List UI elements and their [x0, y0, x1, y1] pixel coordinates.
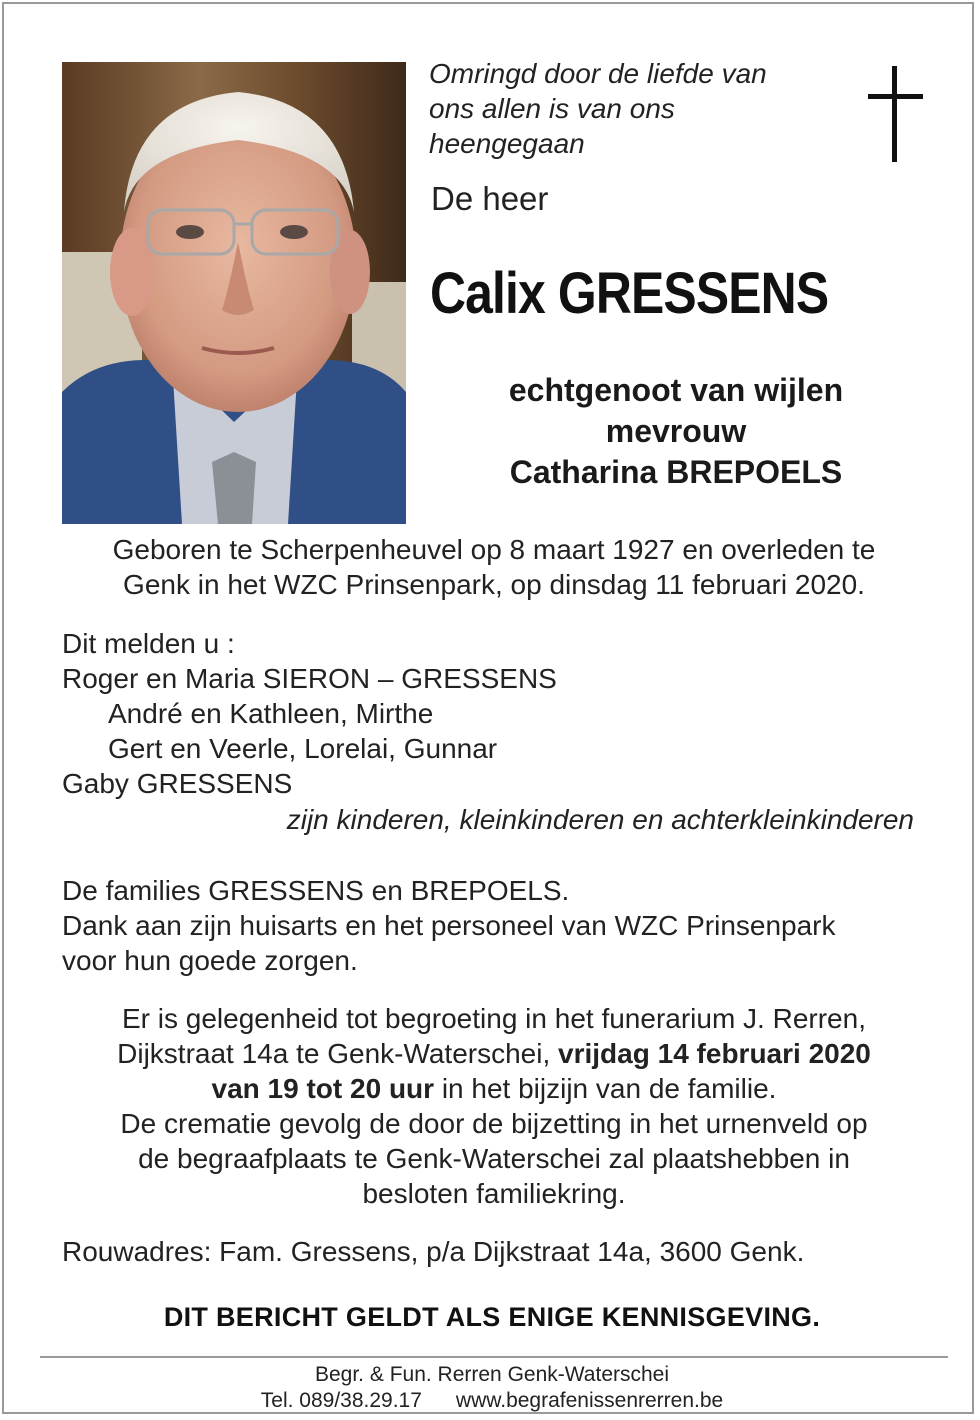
announcer-line: Roger en Maria SIERON – GRESSENS — [62, 663, 557, 694]
announcer-line: Gert en Veerle, Lorelai, Gunnar — [108, 733, 498, 764]
announcer-line: André en Kathleen, Mirthe — [108, 698, 434, 729]
visitation-address: Dijkstraat 14a te Genk-Waterschei, — [117, 1038, 559, 1069]
announcers-heading: Dit melden u : — [62, 628, 235, 659]
footer-contact — [4, 1388, 980, 1414]
visitation-time: van 19 tot 20 uur — [211, 1073, 435, 1104]
cremation-line: de begraafplaats te Genk-Waterschei zal plaatshebben in — [138, 1143, 850, 1174]
footer-website: www.begrafenissenrerren.be — [455, 1389, 724, 1412]
visitation-note: in het bijzijn van de familie. — [434, 1073, 777, 1104]
visitation-line: Er is gelegenheid tot begroeting in het funerarium J. Rerren, — [122, 1003, 866, 1034]
cremation-line: besloten familiekring. — [362, 1178, 626, 1209]
mourning-address: Rouwadres: Fam. Gressens, p/a Dijkstraat 14a, 3600 Genk. — [62, 1236, 805, 1267]
portrait-photo — [62, 62, 406, 524]
footer-company: Begr. & Fun. Rerren Genk-Waterschei — [314, 1363, 670, 1386]
families-line: De families GRESSENS en BREPOELS. — [62, 875, 570, 906]
cross-icon — [866, 66, 926, 169]
relation-line: zijn kinderen, kleinkinderen en achterkleinkinderen — [286, 804, 914, 835]
cremation-line: De crematie gevolg de door de bijzetting in het urnenveld op — [120, 1108, 868, 1139]
visitation-date: vrijdag 14 februari 2020 — [558, 1038, 871, 1069]
intro-line: ons allen is van ons — [429, 93, 675, 124]
closing-notice: DIT BERICHT GELDT ALS ENIGE KENNISGEVING. — [163, 1302, 821, 1332]
thanks-line: Dank aan zijn huisarts en het personeel van WZC Prinsenpark — [62, 910, 836, 941]
visitation-line — [34, 1036, 954, 1071]
announcer-line: Gaby GRESSENS — [62, 768, 293, 799]
spouse-line: echtgenoot van wijlen — [508, 372, 844, 408]
footer — [4, 1362, 980, 1414]
intro-line: Omringd door de liefde van — [429, 58, 767, 89]
spouse-line: mevrouw — [605, 413, 747, 449]
spouse-line: Catharina BREPOELS — [509, 454, 843, 490]
birth-death-line-2: Genk in het WZC Prinsenpark, op dinsdag 11 februari 2020. — [123, 569, 865, 600]
visitation-line — [34, 1071, 954, 1106]
spouse-block — [434, 370, 918, 493]
deceased-name: Calix GRESSENS — [430, 261, 829, 326]
intro-line: heengegaan — [429, 128, 585, 159]
footer-divider — [40, 1356, 948, 1358]
intro-text — [429, 56, 829, 161]
obituary-card — [2, 2, 974, 1414]
footer-phone: Tel. 089/38.29.17 — [260, 1389, 422, 1412]
thanks-line: voor hun goede zorgen. — [62, 945, 358, 976]
birth-death-line-1: Geboren te Scherpenheuvel op 8 maart 1927 en overleden te — [112, 534, 876, 565]
honorific: De heer — [431, 180, 549, 217]
